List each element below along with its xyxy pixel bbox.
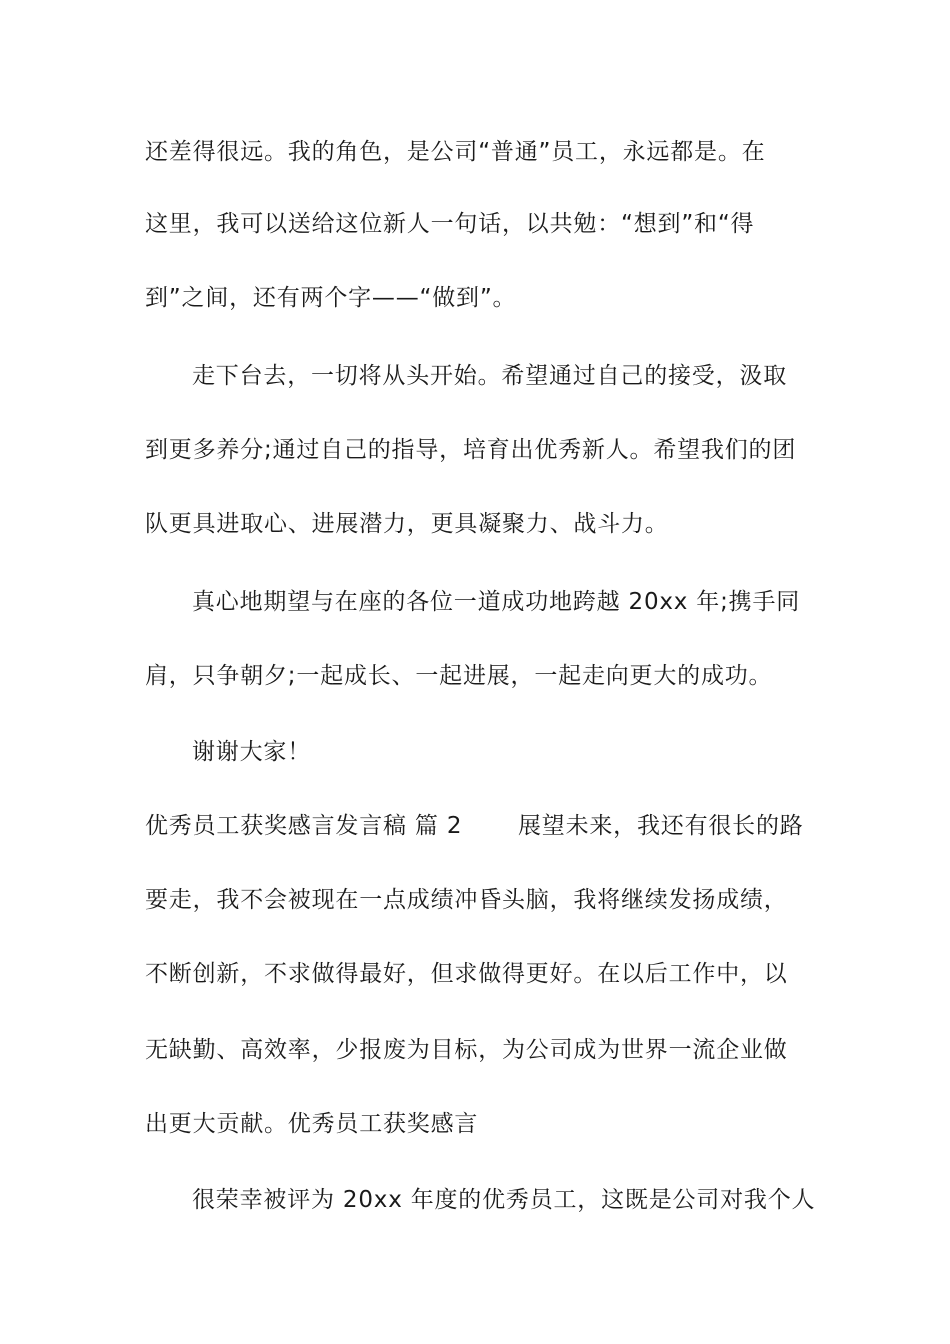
paragraph-first-line: 走下台去，一切将从头开始。希望通过自己的接受，汲取 — [192, 363, 787, 389]
text-line: 肩，只争朝夕;一起成长、一起进展，一起走向更大的成功。 — [145, 663, 773, 689]
text-line: 这里，我可以送给这位新人一句话，以共勉：“想到”和“得 — [145, 211, 755, 237]
text-line: 不断创新，不求做得最好，但求做得更好。在以后工作中，以 — [145, 961, 788, 987]
paragraph-first-line: 真心地期望与在座的各位一道成功地跨越 20xx 年;携手同 — [192, 589, 801, 615]
paragraph-first-line: 很荣幸被评为 20xx 年度的优秀员工，这既是公司对我个人 — [192, 1187, 816, 1213]
text-line: 要走，我不会被现在一点成绩冲昏头脑，我将继续发扬成绩， — [145, 887, 788, 913]
section-heading-line: 优秀员工获奖感言发言稿 篇 2 展望未来，我还有很长的路 — [145, 813, 804, 839]
text-line: 到更多养分;通过自己的指导，培育出优秀新人。希望我们的团 — [145, 437, 797, 463]
text-line: 到”之间，还有两个字——“做到”。 — [145, 285, 517, 311]
text-line: 还差得很远。我的角色，是公司“普通”员工，永远都是。在 — [145, 139, 766, 165]
text-line: 无缺勤、高效率，少报废为目标，为公司成为世界一流企业做 — [145, 1037, 788, 1063]
closing-remark: 谢谢大家！ — [192, 739, 311, 765]
text-line: 队更具进取心、进展潜力，更具凝聚力、战斗力。 — [145, 511, 669, 537]
text-line: 出更大贡献。优秀员工获奖感言 — [145, 1111, 479, 1137]
